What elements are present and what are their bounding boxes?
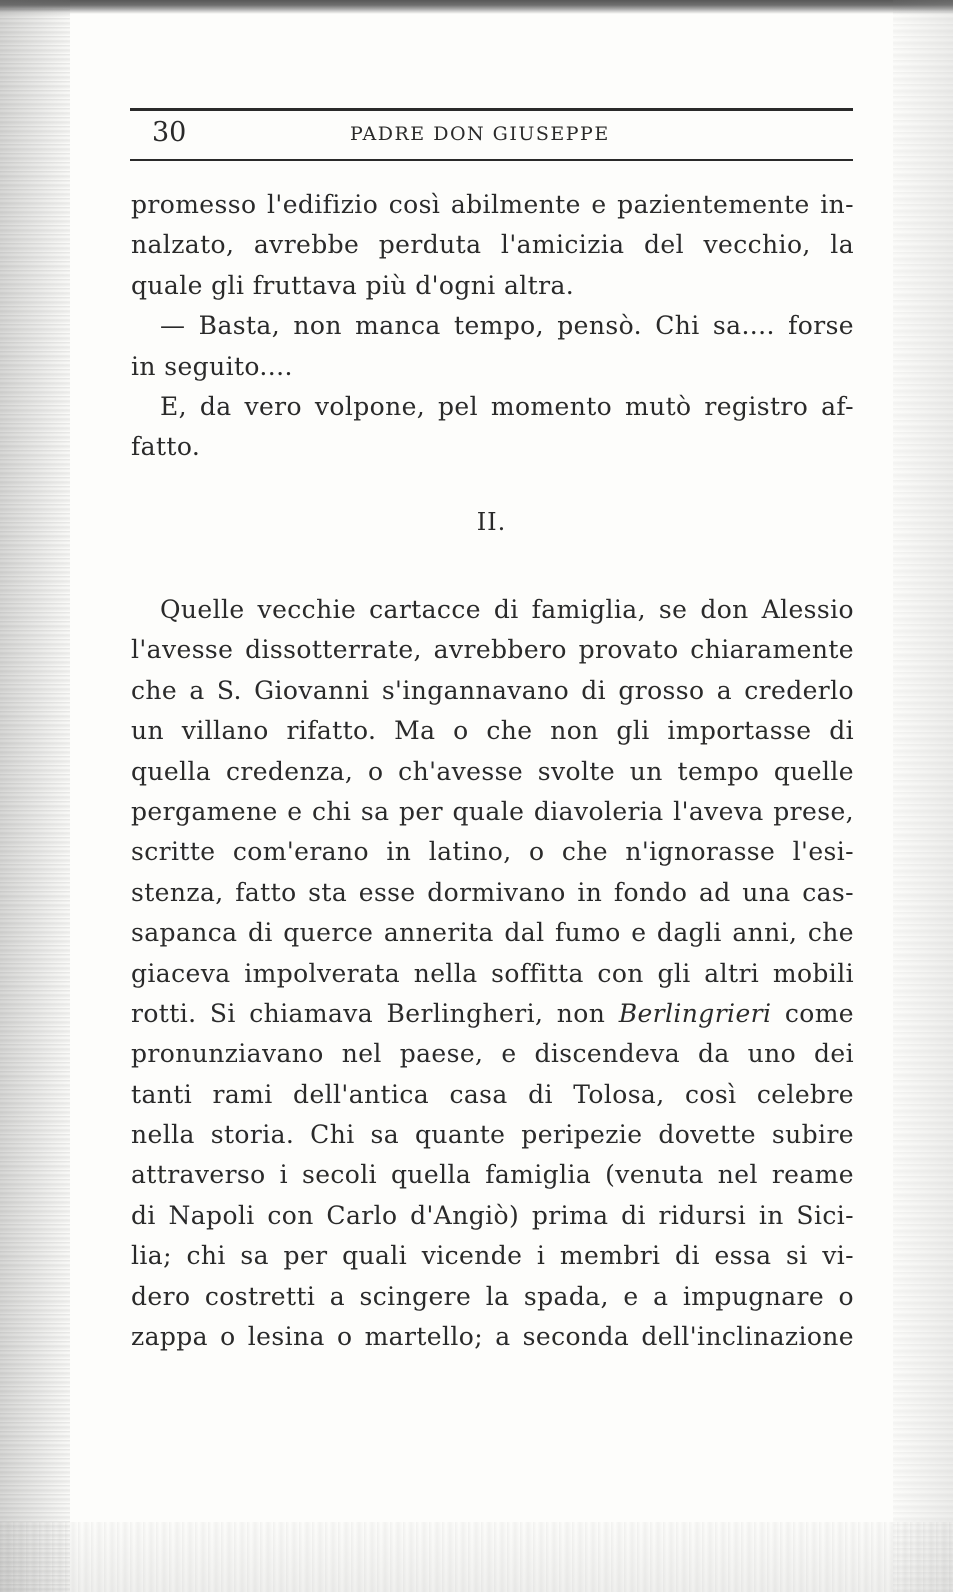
text-line: sapanca di querce annerita dal fumo e dagli anni, che bbox=[131, 918, 854, 948]
section-heading: II. bbox=[476, 508, 507, 536]
text-line-mixed bbox=[131, 994, 854, 1034]
italic-name: Berlingrieri bbox=[618, 998, 772, 1028]
text-line: fatto. bbox=[131, 432, 201, 462]
text-line: promesso l'edifizio così abilmente e pazientemente in- bbox=[131, 190, 854, 219]
text-line: quale gli fruttava più d'ogni altra. bbox=[131, 270, 575, 300]
text-line: nalzato, avrebbe perduta l'amicizia del vecchio, la bbox=[131, 230, 854, 260]
text-line: zappa o lesina o martello; a seconda dell'inclinazione bbox=[131, 1322, 854, 1352]
text-line: tanti rami dell'antica casa di Tolosa, così celebre bbox=[131, 1079, 854, 1109]
scan-top-edge bbox=[0, 0, 953, 14]
text-line: E, da vero volpone, pel momento mutò registro af- bbox=[160, 391, 854, 421]
text-line: di Napoli con Carlo d'Angiò) prima di ridursi in Sici- bbox=[131, 1200, 854, 1230]
text-line: nella storia. Chi sa quante peripezie dovette subire bbox=[131, 1120, 854, 1150]
header-bottom-rule bbox=[130, 159, 853, 161]
scan-right-edge bbox=[893, 0, 953, 1592]
text-line: lia; chi sa per quali vicende i membri di essa si vi- bbox=[131, 1241, 854, 1271]
text-line: — Basta, non manca tempo, pensò. Chi sa.... forse bbox=[160, 311, 854, 341]
text-line: attraverso i secoli quella famiglia (venuta nel reame bbox=[131, 1160, 854, 1190]
text-line: dero costretti a scingere la spada, e a impugnare o bbox=[131, 1281, 854, 1311]
text-line: pergamene e chi sa per quale diavoleria l'aveva prese, bbox=[131, 796, 854, 826]
page-number: 30 bbox=[152, 117, 187, 148]
text-line: scritte com'erano in latino, o che n'ignorasse l'esi- bbox=[131, 837, 854, 867]
text-line: giaceva impolverata nella soffitta con gli altri mobili bbox=[131, 958, 854, 988]
text-line: un villano rifatto. Ma o che non gli importasse di bbox=[131, 716, 854, 746]
text-line: che a S. Giovanni s'ingannavano di grosso a crederlo bbox=[131, 675, 854, 705]
page-header bbox=[130, 117, 853, 155]
text-line: quella credenza, o ch'avesse svolte un tempo quelle bbox=[131, 756, 854, 786]
text-fragment: come bbox=[784, 998, 854, 1028]
text-fragment: rotti. Si chiamava Berlingheri, non bbox=[131, 998, 606, 1028]
text-line: Quelle vecchie cartacce di famiglia, se don Alessio bbox=[160, 595, 854, 624]
text-line: stenza, fatto sta esse dormivano in fondo ad una cas- bbox=[131, 877, 854, 907]
running-title: PADRE DON GIUSEPPE bbox=[350, 123, 610, 145]
paragraph-block-2 bbox=[131, 590, 854, 1357]
text-line: pronunziavano nel paese, e discendeva da uno dei bbox=[131, 1039, 854, 1069]
text-line: in seguito.... bbox=[131, 351, 293, 381]
header-top-rule bbox=[130, 108, 853, 111]
text-line: l'avesse dissotterrate, avrebbero provato chiaramente bbox=[131, 635, 854, 665]
scan-bottom-edge bbox=[0, 1522, 953, 1592]
paragraph-block-1 bbox=[131, 185, 854, 468]
scan-left-edge bbox=[0, 0, 70, 1592]
